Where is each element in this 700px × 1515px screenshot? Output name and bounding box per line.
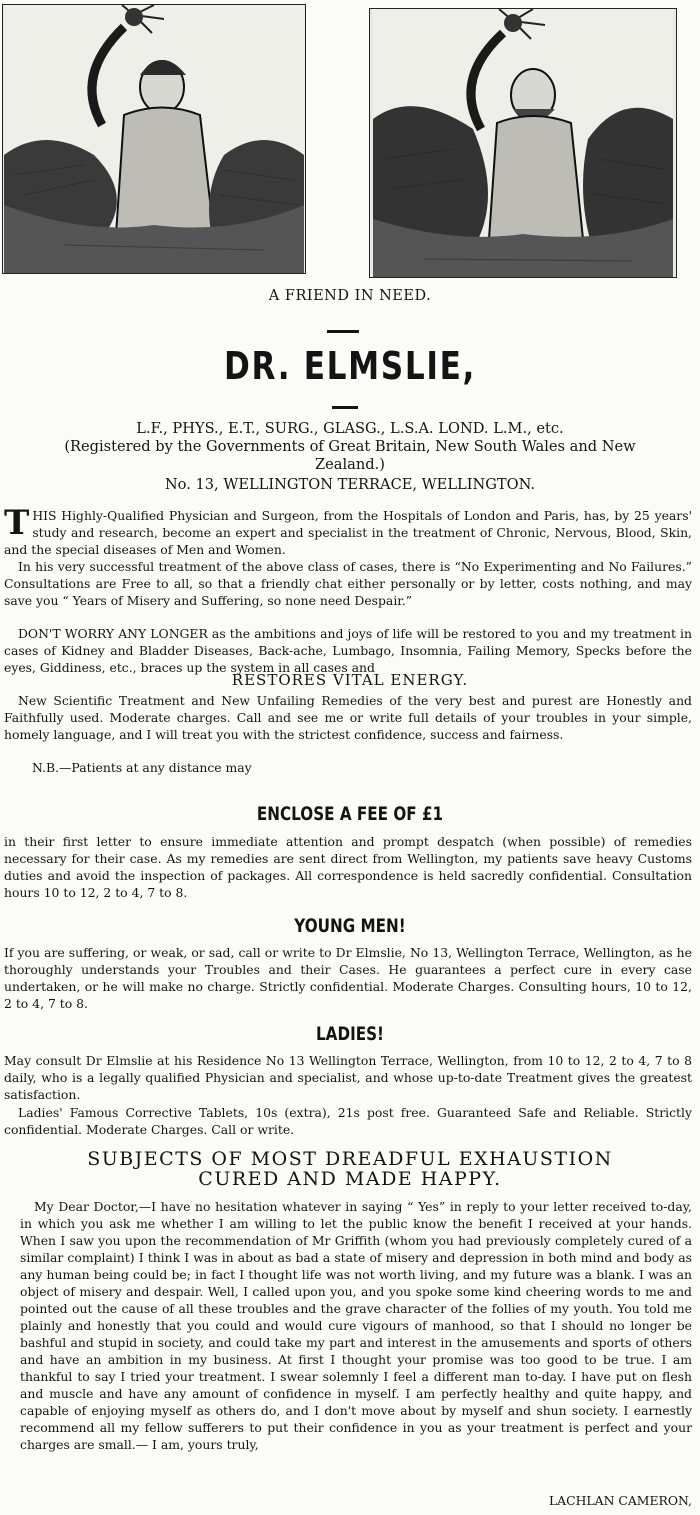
testimonial-letter: My Dear Doctor,—I have no hesitation whatever in saying “ Yes” in reply to your letter received to-day, in which you ask me whether I am willing to let the public know the benefit I received at your hands. When I saw you upon the recommendation of Mr Griffith (whom you had previously completely cured of a similar complaint) I think I was in about as bad a state of misery and depression in both mind and body as any human being could be; in fact I thought life was not worth living, and my future was a blank. I was an object of misery and despair. Well, I called upon you, and you spoke some kind cheering words to me and pointed out the cause of all these troubles and the grave character of the follies of my youth. You told me plainly and honestly that you could and would cure vigours of manhood, so that I should no longer be bashful and stupid in society, and could take my part and interest in the amusements and sports of others and have an ambition in my business. At first I thought your promise was too good to be true. I am thankful to say I tried your treatment. I swear solemnly I feel a different man to-day. I have put on flesh and muscle and have any amount of confidence in myself. I am perfectly healthy and quite happy, and capable of enjoying myself as others do, and I don't move about by myself and shun society. I earnestly recommend all my fellow sufferers to put their confidence in you as your treatment is perfect and your charges are small.— I am, yours truly, bbox=[20, 1199, 692, 1452]
intro-paragraph-2: In his very successful treatment of the above class of cases, there is “No Experimenting and No Failures.” Consultations are Free to all, so that a friendly chat either personally or by letter, costs nothing, and may save you “ Years of Misery and Suffering, so none need Despair.” bbox=[4, 559, 692, 608]
testimonial-signature: LACHLAN CAMERON, bbox=[548, 1493, 692, 1508]
nb-note: N.B.—Patients at any distance may bbox=[32, 760, 252, 775]
man-with-torch-illustration bbox=[370, 9, 676, 277]
restores-heading: RESTORES VITAL ENERGY. bbox=[231, 671, 469, 689]
intro-section bbox=[4, 503, 692, 558]
ladies-paragraph-2: Ladies' Famous Corrective Tablets, 10s (extra), 21s post free. Guaranteed Safe and Reliable. Strictly confidential. Moderate Charges. Call or write. bbox=[4, 1105, 692, 1137]
tagline: A FRIEND IN NEED. bbox=[268, 288, 432, 304]
figure-illustration-left bbox=[2, 4, 306, 274]
divider bbox=[327, 330, 359, 333]
divider bbox=[332, 406, 358, 409]
address: No. 13, WELLINGTON TERRACE, WELLINGTON. bbox=[164, 476, 536, 493]
intro-paragraph-1: HIS Highly-Qualified Physician and Surgeon, from the Hospitals of London and Paris, has, by 25 years' study and research, become an expert and specialist in the treatment of Chronic, Nervous, Blood, Skin, and the special diseases of Men and Women. bbox=[4, 508, 692, 557]
figure-illustration-right bbox=[369, 8, 677, 278]
woman-with-torch-illustration bbox=[3, 5, 305, 273]
fee-paragraph: in their first letter to ensure immediate attention and prompt despatch (when possible) of remedies necessary for their case. As my remedies are sent direct from Wellington, my patients save heavy Customs duties and avoid the inspection of packages. All correspondence is held sacredly confidential. Consultation hours 10 to 12, 2 to 4, 7 to 8. bbox=[4, 834, 692, 900]
registration: (Registered by the Governments of Great Britain, New South Wales and New Zealand.) bbox=[64, 438, 636, 473]
drop-cap: T bbox=[4, 503, 30, 543]
young-men-heading: YOUNG MEN! bbox=[294, 915, 406, 937]
testimonial-heading-line-1: SUBJECTS OF MOST DREADFUL EXHAUSTION bbox=[87, 1148, 613, 1170]
intro-paragraph-3: DON'T WORRY ANY LONGER as the ambitions and joys of life will be restored to you and my treatment in cases of Kidney and Bladder Diseases, Back-ache, Lumbago, Insomnia, Failing Memory, Specks before the eyes, Giddiness, etc., braces up the system in all cases and bbox=[4, 626, 692, 675]
fee-heading: ENCLOSE A FEE OF £1 bbox=[256, 803, 444, 825]
ladies-paragraph-1: May consult Dr Elmslie at his Residence No 13 Wellington Terrace, Wellington, from 10 to 12, 2 to 4, 7 to 8 daily, who is a legally qualified Physician and specialist, and whose up-to-date Treatment gives the greatest satisfaction. bbox=[4, 1053, 692, 1102]
young-men-paragraph: If you are suffering, or weak, or sad, call or write to Dr Elmslie, No 13, Wellington Terrace, Wellington, as he thoroughly understands your Troubles and their Cases. He guarantees a perfect cure in every case undertaken, or he will make no charge. Strictly confidential. Moderate Charges. Consulting hours, 10 to 12, 2 to 4, 7 to 8. bbox=[4, 945, 692, 1011]
testimonial-heading-line-2: CURED AND MADE HAPPY. bbox=[198, 1168, 502, 1190]
credentials: L.F., PHYS., E.T., SURG., GLASG., L.S.A. LOND. L.M., etc. bbox=[136, 420, 564, 437]
restores-paragraph: New Scientific Treatment and New Unfailing Remedies of the very best and purest are Honestly and Faithfully used. Moderate charges. Call and see me or write full details of your troubles in your simple, homely language, and I will treat you with the strictest confidence, success and fairness. bbox=[4, 693, 692, 742]
ladies-heading: LADIES! bbox=[316, 1023, 384, 1045]
doctor-name: DR. ELMSLIE, bbox=[224, 344, 476, 388]
